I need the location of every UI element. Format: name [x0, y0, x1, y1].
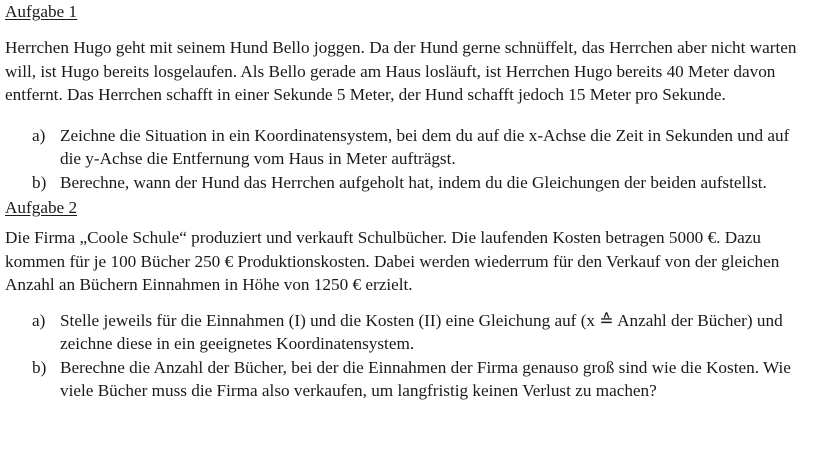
task2-intro: Die Firma „Coole Schule“ produziert und verkauft Schulbücher. Die laufenden Kosten betragen 5000 €. Dazu kommen für je 100 Bücher 250 € Produktionskosten. Dabei werden wiederrum für den Verkauf von der gleichen Anzahl an Büchern Einnahmen in Höhe von 1250 € erzielt. [5, 228, 780, 294]
task1-subtask-b-text: Berechne, wann der Hund das Herrchen aufgeholt hat, indem du die Gleichungen der beiden aufstellst. [60, 172, 767, 192]
task2-subtask-a-marker: a) [32, 310, 46, 330]
task1-intro: Herrchen Hugo geht mit seinem Hund Bello joggen. Da der Hund gerne schnüffelt, das Herrchen aber nicht warten will, ist Hugo bereits losgelaufen. Als Bello gerade am Haus losläuft, ist Herrchen Hugo bereits 40 Meter davon entfernt. Das Herrchen schafft in einer Sekunde 5 Meter, der Hund schafft jedoch 15 Meter pro Sekunde. [5, 38, 797, 104]
task2-subtask-b-text: Berechne die Anzahl der Bücher, bei der die Einnahmen der Firma genauso groß sind wie die Kosten. Wie viele Bücher muss die Firma also verkaufen, um langfristig keinen Verlust zu machen? [60, 357, 791, 400]
task2-subtask-b-marker: b) [32, 357, 47, 377]
task2-heading: Aufgabe 2 [5, 198, 78, 217]
task2-subtask-a [32, 309, 814, 356]
task1-subtask-b [32, 171, 814, 195]
task2-subtask-b [32, 356, 814, 403]
task1-subtask-list [5, 124, 814, 195]
task1-subtask-b-marker: b) [32, 172, 47, 192]
task1-subtask-a [32, 124, 814, 171]
task2-subtask-list [5, 309, 814, 403]
task2-subtask-a-text: Stelle jeweils für die Einnahmen (I) und die Kosten (II) eine Gleichung auf (x ≙ Anzahl der Bücher) und zeichne diese in ein geeignetes Koordinatensystem. [60, 310, 783, 353]
task1-heading: Aufgabe 1 [5, 2, 78, 21]
task1-subtask-a-text: Zeichne die Situation in ein Koordinatensystem, bei dem du auf die x-Achse die Zeit in Sekunden und auf die y-Achse die Entfernung vom Haus in Meter aufträgst. [60, 125, 790, 168]
task1-subtask-a-marker: a) [32, 125, 46, 145]
